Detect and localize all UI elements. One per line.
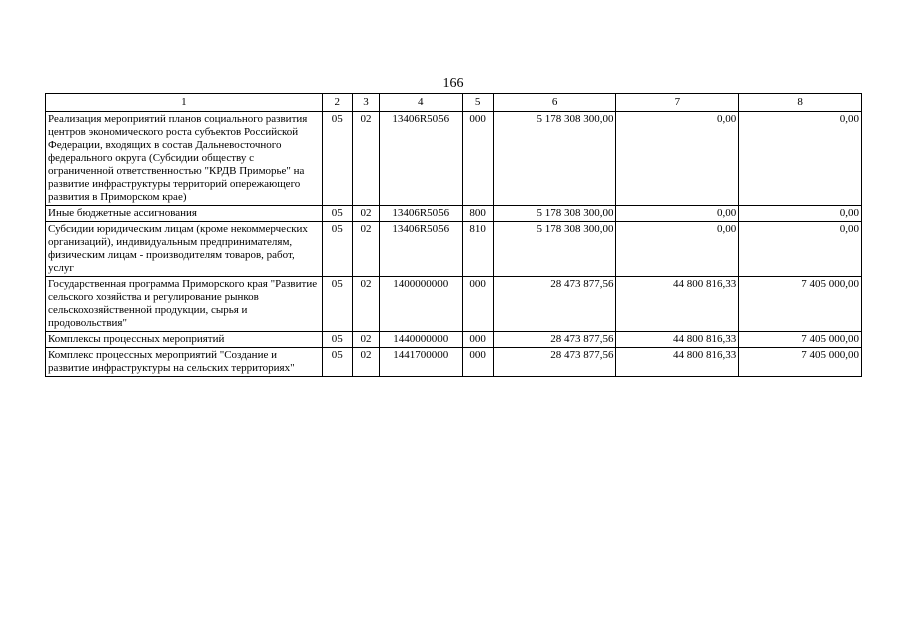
- target-article-cell: 13406R5056: [380, 112, 463, 206]
- row-name-cell: Комплексы процессных мероприятий: [46, 332, 323, 348]
- row-name-cell: Комплекс процессных мероприятий "Создание и развитие инфраструктуры на сельских территориях": [46, 348, 323, 377]
- amount-cell: 0,00: [739, 206, 862, 222]
- table-row: [46, 332, 862, 348]
- section-code-cell: 05: [322, 112, 352, 206]
- subsection-code-cell: 02: [352, 206, 379, 222]
- amount-cell: 7 405 000,00: [739, 348, 862, 377]
- expense-type-cell: 000: [462, 348, 493, 377]
- header-cell: 2: [322, 94, 352, 112]
- amount-cell: 44 800 816,33: [616, 348, 739, 377]
- amount-cell: 44 800 816,33: [616, 277, 739, 332]
- target-article-cell: 1441700000: [380, 348, 463, 377]
- amount-cell: 0,00: [616, 206, 739, 222]
- subsection-code-cell: 02: [352, 332, 379, 348]
- subsection-code-cell: 02: [352, 112, 379, 206]
- subsection-code-cell: 02: [352, 277, 379, 332]
- amount-cell: 0,00: [739, 112, 862, 206]
- row-name-cell: Субсидии юридическим лицам (кроме некоммерческих организаций), индивидуальным предпринимателям, физическим лицам - производителям товаров, работ, услуг: [46, 222, 323, 277]
- row-name-cell: Иные бюджетные ассигнования: [46, 206, 323, 222]
- amount-cell: 28 473 877,56: [493, 332, 616, 348]
- expense-type-cell: 000: [462, 112, 493, 206]
- table-row: [46, 348, 862, 377]
- target-article-cell: 13406R5056: [380, 222, 463, 277]
- subsection-code-cell: 02: [352, 348, 379, 377]
- header-row: [46, 94, 862, 112]
- amount-cell: 0,00: [739, 222, 862, 277]
- table-row: [46, 112, 862, 206]
- row-name-cell: Реализация мероприятий планов социального развития центров экономического роста субъектов Российской Федерации, входящих в состав Дальневосточного федерального округа (Субсидии обществу с ограниченной ответственностью "КРДВ Приморье" на развитие инфраструктуры территорий опережающего развития в Приморском крае): [46, 112, 323, 206]
- section-code-cell: 05: [322, 277, 352, 332]
- amount-cell: 0,00: [616, 112, 739, 206]
- header-cell: 1: [46, 94, 323, 112]
- amount-cell: 0,00: [616, 222, 739, 277]
- header-cell: 3: [352, 94, 379, 112]
- expense-type-cell: 000: [462, 277, 493, 332]
- header-cell: 4: [380, 94, 463, 112]
- header-cell: 7: [616, 94, 739, 112]
- target-article-cell: 1440000000: [380, 332, 463, 348]
- amount-cell: 28 473 877,56: [493, 348, 616, 377]
- header-cell: 6: [493, 94, 616, 112]
- expense-type-cell: 000: [462, 332, 493, 348]
- amount-cell: 5 178 308 300,00: [493, 112, 616, 206]
- expense-type-cell: 810: [462, 222, 493, 277]
- section-code-cell: 05: [322, 206, 352, 222]
- amount-cell: 44 800 816,33: [616, 332, 739, 348]
- header-cell: 8: [739, 94, 862, 112]
- table-row: [46, 206, 862, 222]
- amount-cell: 5 178 308 300,00: [493, 206, 616, 222]
- amount-cell: 7 405 000,00: [739, 332, 862, 348]
- amount-cell: 5 178 308 300,00: [493, 222, 616, 277]
- budget-table: [45, 93, 862, 377]
- header-cell: 5: [462, 94, 493, 112]
- table-row: [46, 222, 862, 277]
- subsection-code-cell: 02: [352, 222, 379, 277]
- page-number: 166: [442, 76, 464, 91]
- expense-type-cell: 800: [462, 206, 493, 222]
- row-name-cell: Государственная программа Приморского края "Развитие сельского хозяйства и регулирование рынков сельскохозяйственной продукции, сырья и продовольствия": [46, 277, 323, 332]
- section-code-cell: 05: [322, 332, 352, 348]
- section-code-cell: 05: [322, 222, 352, 277]
- amount-cell: 28 473 877,56: [493, 277, 616, 332]
- target-article-cell: 1400000000: [380, 277, 463, 332]
- target-article-cell: 13406R5056: [380, 206, 463, 222]
- table-row: [46, 277, 862, 332]
- amount-cell: 7 405 000,00: [739, 277, 862, 332]
- section-code-cell: 05: [322, 348, 352, 377]
